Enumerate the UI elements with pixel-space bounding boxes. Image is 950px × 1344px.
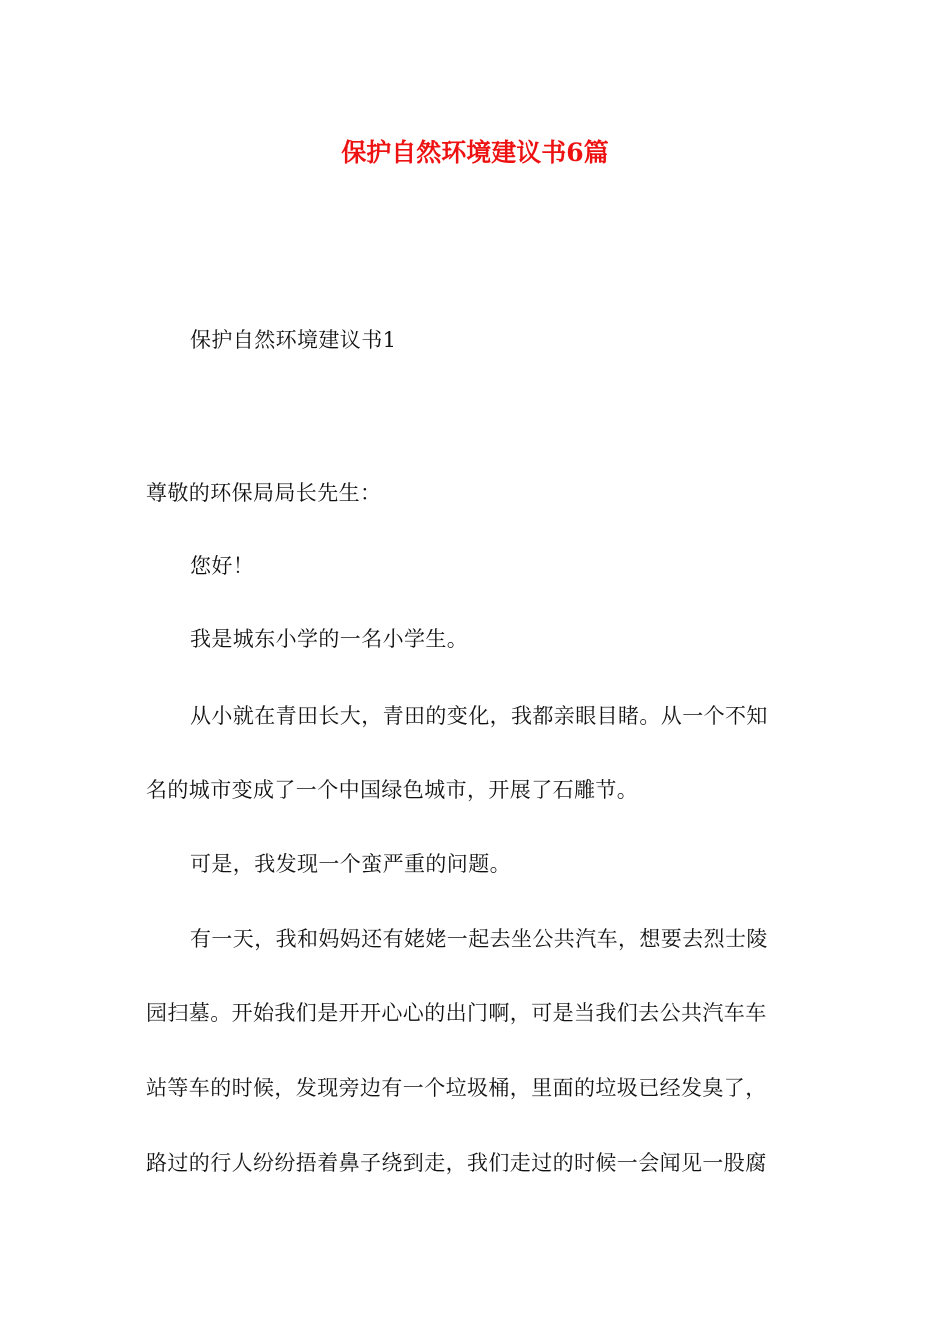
paragraph-line: 可是，我发现一个蛮严重的问题。 <box>190 852 511 876</box>
paragraph-line: 名的城市变成了一个中国绿色城市，开展了石雕节。 <box>146 778 639 802</box>
greeting: 您好！ <box>190 554 255 578</box>
document-title: 保护自然环境建议书6篇 <box>341 138 609 167</box>
salutation: 尊敬的环保局局长先生： <box>146 481 382 505</box>
section-heading: 保护自然环境建议书1 <box>190 328 397 352</box>
paragraph-line: 从小就在青田长大，青田的变化，我都亲眼目睹。从一个不知 <box>190 704 768 728</box>
paragraph-line: 我是城东小学的一名小学生。 <box>190 627 469 651</box>
paragraph-line: 路过的行人纷纷捂着鼻子绕到走，我们走过的时候一会闻见一股腐 <box>146 1151 767 1175</box>
paragraph-line: 有一天，我和妈妈还有姥姥一起去坐公共汽车，想要去烈士陵 <box>190 927 768 951</box>
paragraph-line: 站等车的时候，发现旁边有一个垃圾桶，里面的垃圾已经发臭了， <box>146 1076 767 1100</box>
paragraph-line: 园扫墓。开始我们是开开心心的出门啊，可是当我们去公共汽车车 <box>146 1001 767 1025</box>
